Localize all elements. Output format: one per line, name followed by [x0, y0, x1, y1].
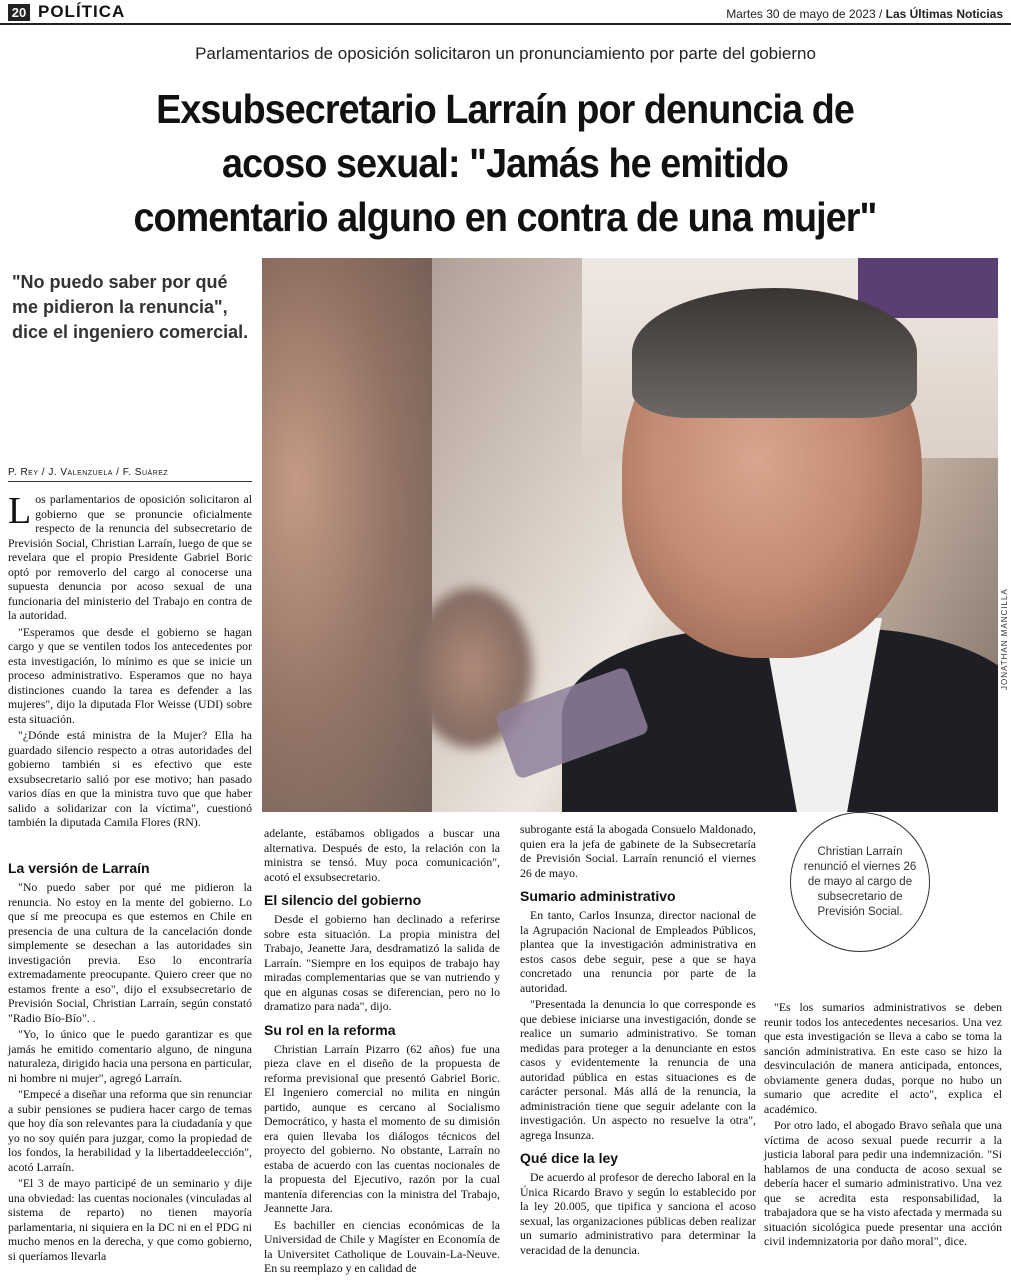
dateline	[726, 7, 1003, 21]
photo-credit: JONATHAN MANCILLA	[1000, 588, 1009, 690]
paragraph: adelante, estábamos obligados a buscar una alternativa. Después de esto, la relación con la ministra se tensó. Muy poca comunicación", acotó el exsubsecretario.	[264, 826, 500, 884]
headline	[77, 82, 933, 244]
paragraph-text: os parlamentarios de oposición solicitaron al gobierno que se pronuncie oficialmente respecto de la renuncia del subsecretario de Previsión Social, Christian Larraín, luego de que se revelara que el propio Presidente Gabriel Boric optó por removerlo del cargo al conocerse una supuesta denuncia por acoso sexual de una funcionaria del ministerio del Trabajo en contra de la autoridad.	[8, 492, 252, 622]
paragraph: En tanto, Carlos Insunza, director nacional de la Agrupación Nacional de Empleados Públicos, plantea que la investigación administrativa en estos casos debe seguir, pese a que se haya concretado una renuncia por parte de la autoridad.	[520, 908, 756, 995]
paragraph: De acuerdo al profesor de derecho laboral en la Única Ricardo Bravo y según lo establecido por la ley 20.005, que tipifica y sanciona el acoso sexual, las organizaciones públicas deben realizar un sumario administrativo para determinar la veracidad de la denuncia.	[520, 1170, 756, 1257]
paragraph: Christian Larraín Pizarro (62 años) fue una pieza clave en el diseño de la propuesta de reforma previsional que presentó Gabriel Boric. El Ingeniero comercial no milita en ningún partido, aunque es cercano al Socialismo Democrático, y hasta el momento de su dimisión era quien llevaba los diálogos técnicos del proyecto del gobierno. No obstante, Larraín no estaba de acuerdo con las cuentas nocionales de la propuesta del Ejecutivo, razón por la cual mantenía diferencias con la ministra del Trabajo, Jeannette Jara.	[264, 1041, 500, 1215]
article-column-1-bottom	[8, 852, 252, 1265]
subheading: Qué dice la ley	[520, 1150, 619, 1166]
paragraph: "Yo, lo único que le puedo garantizar es que jamás he emitido comentario alguno, de ninguna naturaleza, dirigido hacia una persona en particular, ni hombre ni mujer", agregó Larraín.	[8, 1027, 252, 1085]
paragraph: "Empecé a diseñar una reforma que sin renunciar a subir pensiones se pudiera hacer cargo de temas que hoy día son relevantes para la ciudadanía y que yo no soy quién para juzgar, como la propiedad de los fondos, la herabilidad y la libertaddeelección", acotó Larraín.	[8, 1087, 252, 1174]
photo-caption	[790, 812, 930, 952]
paragraph: "Esperamos que desde el gobierno se hagan cargo y que se ventilen todos los antecedentes por esta investigación, lo mínimo es que se inicie un proceso administrativo. Esperamos que no haya distinciones cuando la tarea es defender a las mujeres", dijo la diputada Flor Weisse (UDI) sobre esta situación.	[8, 624, 252, 726]
section-title: POLÍTICA	[38, 2, 126, 21]
paragraph: Es bachiller en ciencias económicas de la Universidad de Chile y Magíster en Economía de la Universitet Catholique de Louvain-La-Neuve. En su reemplazo y en calidad de	[264, 1217, 500, 1275]
deck-quote: "No puedo saber por qué me pidieron la renuncia", dice el ingeniero comercial.	[12, 272, 249, 342]
article-column-4	[764, 1000, 1002, 1251]
paragraph: "Es los sumarios administrativos se deben reunir todos los antecedentes necesarios. Una vez que esta investigación se lleva a cabo se toma la sanción administrativa. En este caso se hizo la desvinculación de manera anticipada, entonces, obviamente genera dudas, porque no hubo un sumario que acredite el acto", explica el académico.	[764, 1000, 1002, 1116]
article-column-2	[264, 826, 500, 1278]
byline: P. Rey / J. Valenzuela / F. Suárez	[8, 467, 169, 478]
subheading: Sumario administrativo	[520, 888, 676, 904]
article-column-3	[520, 822, 756, 1259]
subheading: El silencio del gobierno	[264, 892, 422, 908]
byline-rule	[8, 481, 252, 482]
subheading: La versión de Larraín	[8, 860, 150, 876]
paragraph: Desde el gobierno han declinado a referirse sobre esta situación. La propia ministra del Trabajo, Jeanette Jara, desdramatizó la salida de Larraín. "Siempre en los equipos de trabajo hay miradas complementarias que se van nutriendo y que en algunas cosas se diferencian, pero no lo dramatizo para nada", dijo.	[264, 912, 500, 1013]
photo-subject-hair	[632, 288, 917, 418]
paragraph: "¿Dónde está ministra de la Mujer? Ella ha guardado silencio respecto a otras autoridades del gobierno también si es efectivo que este exsubsecretario salió por ese motivo; han pasado varios días en que la ministra tuvo que que haber salido a solidarizar con la víctima", cuestionó también la diputada Camila Flores (RN).	[8, 728, 252, 829]
paragraph: "No puedo saber por qué me pidieron la renuncia. No estoy en la mente del gobierno. Lo que sí me preocupa es que estemos en Chile en presencia de una cultura de la cancelación donde simplemente se desechan a las autoridades sin investigación previa. Eso lo encontraría extremadamente preocupante. Quiero creer que no estamos frente a eso", dijo el exsubsecretario de Previsión Social, Christian Larraín, según constató "Radio Bío-Bío". .	[8, 880, 252, 1025]
drop-cap: L	[8, 490, 32, 532]
subheading: Su rol en la reforma	[264, 1021, 396, 1038]
issue-date: Martes 30 de mayo de 2023 /	[726, 7, 883, 21]
publication-name: Las Últimas Noticias	[885, 7, 1003, 21]
headline-line-1: Exsubsecretario Larraín por denuncia de	[156, 86, 854, 132]
photo-foreground-blur	[262, 258, 432, 812]
headline-line-3: comentario alguno en contra de una mujer"	[133, 194, 877, 240]
paragraph: subrogante está la abogada Consuelo Maldonado, quien era la jefa de gabinete de la Subsecretaría de Previsión Social. Larraín renunció el viernes 26 de mayo.	[520, 822, 756, 880]
headline-line-2: acoso sexual: "Jamás he emitido	[222, 140, 788, 186]
paragraph	[8, 492, 252, 623]
paragraph: Por otro lado, el abogado Bravo señala que una víctima de acoso sexual puede recurrir a la justicia laboral para pedir una indemnización. "Si hablamos de una conducta de acoso sexual se debería hacer el sumario administrativo. Una vez que se acredita esta responsabilidad, la trabajadora que se ha visto afectada y mermada su situación sicológica puede presentar una acción civil indemnizatoria por daño moral", dice.	[764, 1118, 1002, 1248]
paragraph: "Presentada la denuncia lo que corresponde es que debiese iniciarse una investigación, donde se realice un sumario administrativo. Se toman medidas para proteger a la denunciante en estos casos y evidentemente la renuncia de una autoridad pública en estas situaciones es de carácter personal. Más allá de la renuncia, la administración tiene que seguir adelante con la investigación. Un aspecto no resuelve la otra", agrega Insunza.	[520, 997, 756, 1142]
lead-photo	[262, 258, 998, 812]
kicker: Parlamentarios de oposición solicitaron un pronunciamiento por parte del gobierno	[195, 44, 816, 63]
photo-caption-text: Christian Larraín renunció el viernes 26 de mayo al cargo de subsecretario de Previsión Social.	[803, 845, 917, 918]
article-column-1-top	[8, 492, 252, 832]
paragraph: "El 3 de mayo participé de un seminario y dije una obviedad: las cuentas nocionales (vinculadas al sistema de reparto) no tienen mayoría parlamentaria, ni siquiera en la DC ni en el PDG ni mucho menos en la derecha, y que como gobierno, si queríamos llevarla	[8, 1176, 252, 1263]
header-rule	[0, 23, 1011, 25]
page-number: 20	[8, 4, 30, 21]
